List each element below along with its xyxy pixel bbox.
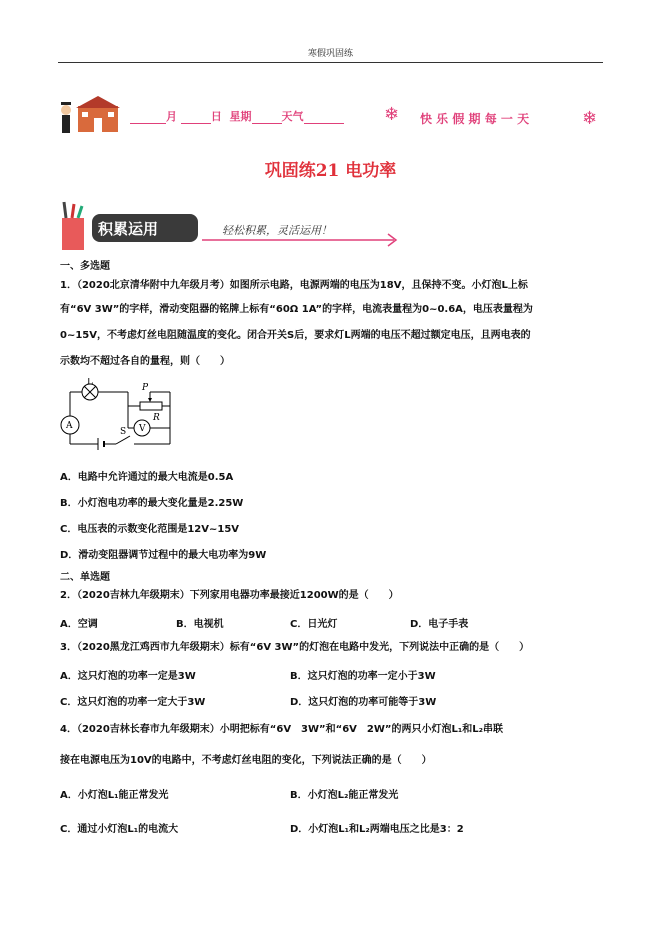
q4-line1: 4．（2020吉林长春市九年级期末）小明把标有“6V 3W”和“6V 2W”的两只小灯泡L₁和L₂串联 bbox=[60, 724, 503, 735]
banner-weekday: 星期 bbox=[229, 110, 252, 123]
q1-line2: 有“6V 3W”的字样，滑动变阻器的铭牌上标有“60Ω 1A”的字样，电流表量程为0~0.6A，电压表量程为 bbox=[60, 304, 533, 315]
section-heading: 二、单选题 bbox=[60, 572, 110, 583]
section-banner-title: 积累运用 bbox=[98, 220, 159, 238]
q3-stem: 3．（2020黑龙江鸡西市九年级期末）标有“6V 3W”的灯泡在电路中发光，下列说法中正确的是（ ） bbox=[60, 642, 530, 653]
q4-line2: 接在电源电压为10V的电路中，不考虑灯丝电阻的变化，下列说法正确的是（ ） bbox=[60, 755, 432, 766]
q2-option-b: B．电视机 bbox=[176, 619, 224, 630]
snowflake-icon: ❄ bbox=[384, 104, 400, 125]
page-header: 寒假巩固练 bbox=[307, 49, 353, 59]
q1-option-c: C．电压表的示数变化范围是12V~15V bbox=[60, 524, 240, 535]
q1-option-d: D．滑动变阻器调节过程中的最大电功率为9W bbox=[60, 550, 267, 561]
label-rheostat: R bbox=[153, 413, 160, 423]
banner-day: 日 bbox=[210, 110, 222, 123]
label-ammeter: A bbox=[66, 421, 73, 431]
student-school-icon bbox=[56, 96, 126, 136]
banner-month: 月 bbox=[166, 110, 177, 123]
q3-option-d: D．这只灯泡的功率可能等于3W bbox=[290, 697, 437, 708]
q4-option-a: A．小灯泡L₁能正常发光 bbox=[60, 790, 169, 801]
q4-option-c: C．通过小灯泡L₁的电流大 bbox=[60, 824, 179, 835]
q1-option-a: A．电路中允许通过的最大电流是0.5A bbox=[60, 472, 234, 483]
q1-line1: 1．（2020北京清华附中九年级月考）如图所示电路，电源两端的电压为18V，且保持不变。小灯泡L上标 bbox=[60, 280, 528, 291]
banner-date-line bbox=[130, 108, 344, 124]
q4-option-d: D．小灯泡L₁和L₂两端电压之比是3：2 bbox=[290, 824, 464, 835]
banner-weather: 天气 bbox=[281, 110, 304, 123]
q2-option-d: D．电子手表 bbox=[410, 619, 469, 630]
section-heading: 一、多选题 bbox=[60, 261, 110, 272]
q3-option-a: A．这只灯泡的功率一定是3W bbox=[60, 671, 196, 682]
q1-option-b: B．小灯泡电功率的最大变化量是2.25W bbox=[60, 498, 244, 509]
q4-option-b: B．小灯泡L₂能正常发光 bbox=[290, 790, 399, 801]
label-switch: S bbox=[120, 427, 127, 437]
q1-line3: 0~15V，不考虑灯丝电阻随温度的变化。闭合开关S后，要求灯L两端的电压不超过额定电压，且两电表的 bbox=[60, 330, 531, 341]
banner-slogan: 快 乐 假 期 每 一 天 bbox=[420, 112, 530, 126]
snowflake-icon: ❄ bbox=[582, 108, 598, 129]
q1-line4: 示数均不超过各自的量程，则（ ） bbox=[60, 356, 230, 367]
label-lamp: L bbox=[87, 378, 93, 387]
page-title: 巩固练21 电功率 bbox=[264, 161, 397, 181]
q3-option-b: B．这只灯泡的功率一定小于3W bbox=[290, 671, 436, 682]
circuit-diagram bbox=[60, 378, 180, 454]
q2-option-c: C．日光灯 bbox=[290, 619, 338, 630]
label-slider: P bbox=[142, 383, 149, 393]
section-banner-motto: 轻松积累，灵活运用！ bbox=[222, 224, 332, 237]
q3-option-c: C．这只灯泡的功率一定大于3W bbox=[60, 697, 206, 708]
q2-option-a: A．空调 bbox=[60, 619, 98, 630]
q2-stem: 2．（2020吉林九年级期末）下列家用电器功率最接近1200W的是（ ） bbox=[60, 590, 399, 601]
label-voltmeter: V bbox=[139, 424, 146, 434]
header-rule bbox=[58, 62, 603, 63]
